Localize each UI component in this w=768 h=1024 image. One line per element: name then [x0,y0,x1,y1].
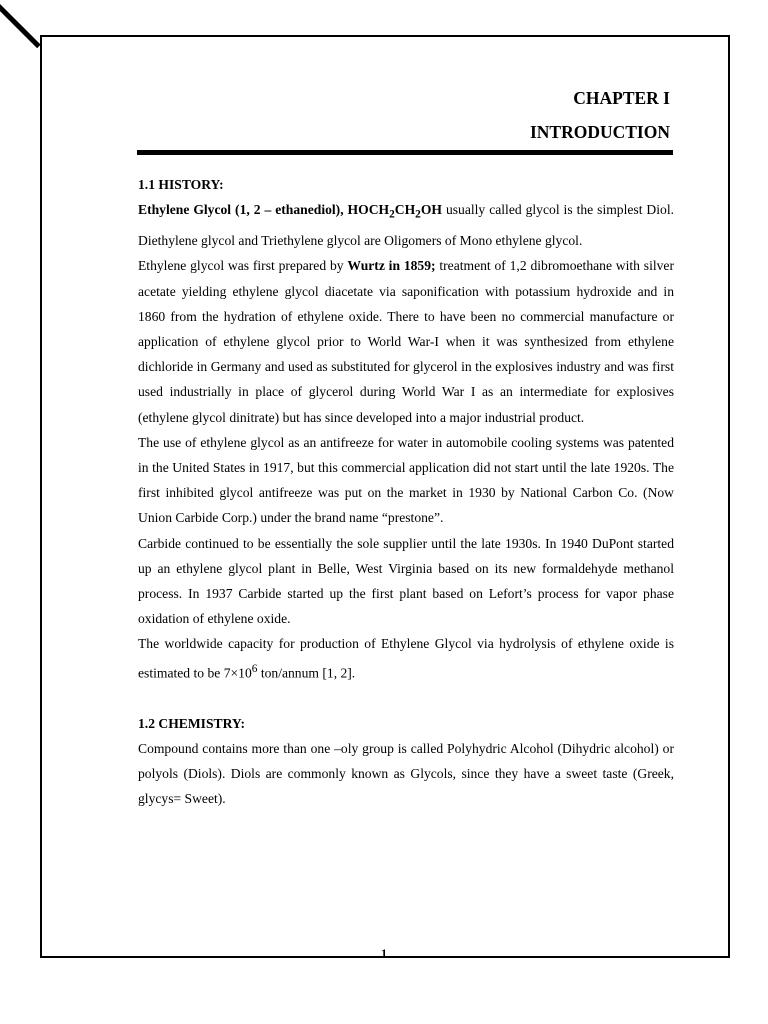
title-rule [137,150,673,155]
history-paragraph-3: The use of ethylene glycol as an antifreeze for water in automobile cooling systems was patented in the United States in 1917, but this commercial application did not start until the late 1920s. The first inhibited glycol antifreeze was put on the market in 1930 by National Carbon Co. (Now Union Carbide Corp.) under the brand name “prestone”. [138,434,674,526]
corner-slash-mark [0,0,41,48]
history-p5-text-a: The worldwide capacity for production of Ethylene Glycol via hydrolysis of ethylene oxide is estimated to be 7×10 [138,636,674,681]
formula-part-b: CH [394,202,416,218]
history-paragraph-4: Carbide continued to be essentially the sole supplier until the late 1930s. In 1940 DuPont started up an ethylene glycol plant in Belle, West Virginia based on its new formaldehyde methanol process. In 1937 Carbide started up the first plant based on Lefort’s process for vapor phase oxidation of ethylene oxide. [138,535,674,627]
history-p2-text-b: treatment of 1,2 dibromoethane with silver acetate yielding ethylene glycol diacetate via saponification with potassium hydroxide and in 1860 from the hydration of ethylene oxide. There to have been no commercial manufacture or application of ethylene glycol prior to World War-I when it was synthesized from ethylene dichloride in Germany and used as substituted for glycerol in the explosives industry and was first used industrially in place of glycerol during World War I as an intermediate for explosives (ethylene glycol dinitrate) but has since developed into a major industrial product. [138,258,674,425]
page-number: 1 [381,946,387,960]
history-p2-text-a: Ethylene glycol was first prepared by [138,258,348,274]
section-gap [138,685,674,710]
wurtz-bold: Wurtz in 1859; [347,258,436,274]
document-body [138,172,674,811]
history-heading: 1.1 HISTORY: [138,177,224,192]
chapter-title: INTRODUCTION [529,122,670,142]
history-paragraph-1 [138,197,674,253]
history-p1-text: usually called glycol is the simplest Diol. Diethylene glycol and Triethylene glycol are Oligomers of Mono ethylene glycol. [138,202,675,249]
history-p5-text-b: ton/annum [1, 2]. [257,665,356,681]
history-paragraph-5 [138,631,674,685]
chemistry-heading: 1.2 CHEMISTRY: [138,715,246,731]
exponent: 6 [251,662,258,675]
glycol-name-bold [138,202,442,221]
history-paragraph-2 [138,253,674,429]
formula-sub-b: 2 [415,208,421,221]
formula-part-a: Ethylene Glycol (1, 2 – ethanediol), HOCH [138,202,390,218]
formula-sub-a: 2 [389,208,395,221]
formula-part-c: OH [420,202,442,218]
chemistry-paragraph-1: Compound contains more than one –oly group is called Polyhydric Alcohol (Dihydric alcohol) or polyols (Diols). Diols are commonly known as Glycols, since they have a sweet taste (Greek, glycys= Sweet). [138,740,674,807]
chapter-label: CHAPTER I [573,88,670,108]
